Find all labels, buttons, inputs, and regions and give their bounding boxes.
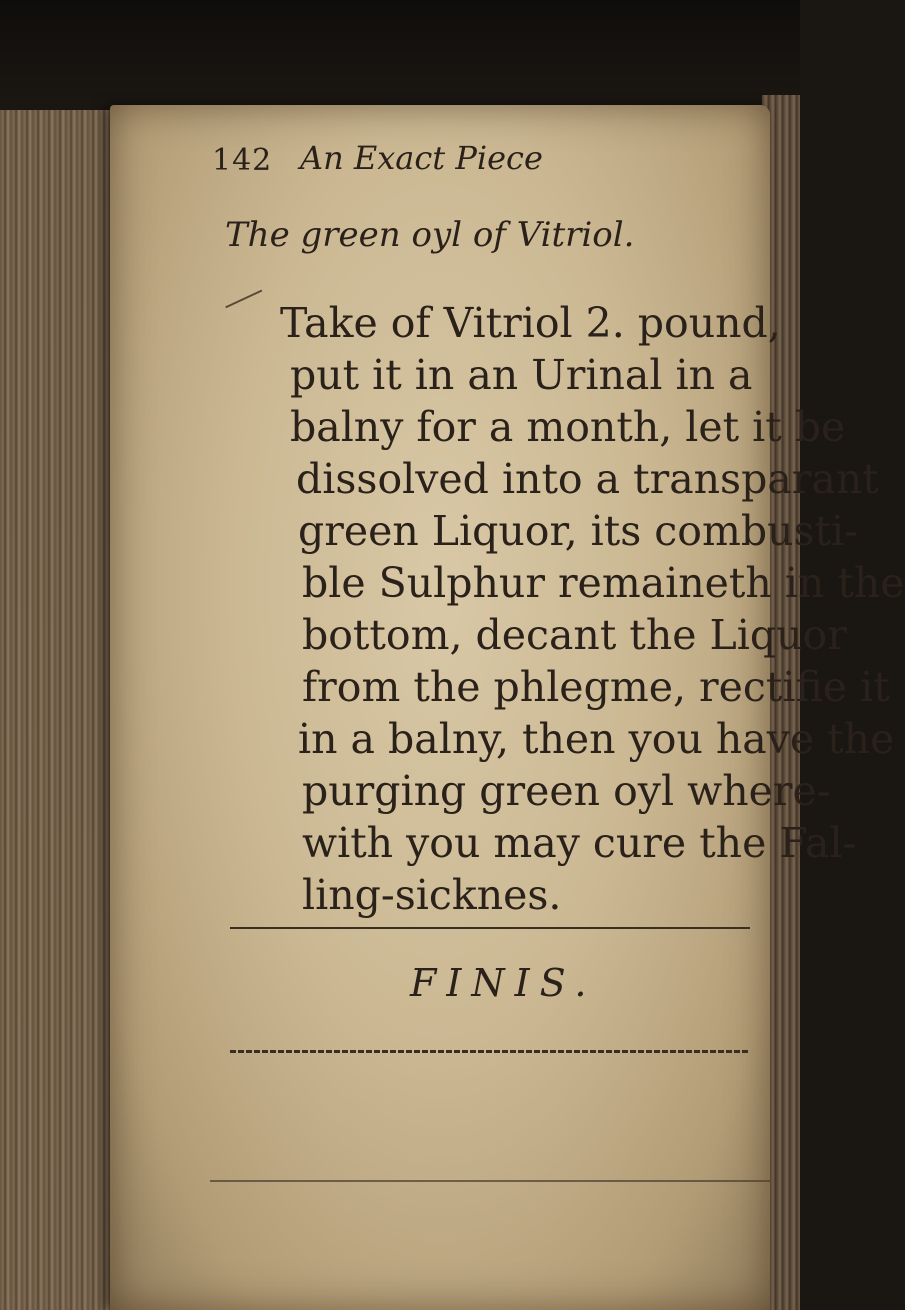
section-title: The green oyl of Vitriol. — [225, 215, 635, 255]
body-line: ble Sulphur remaineth in the — [302, 559, 905, 607]
body-line: bottom, decant the Liquor — [302, 611, 847, 659]
body-line: with you may cure the Fal- — [302, 819, 857, 867]
footer-rule — [230, 1050, 750, 1053]
body-line: purging green oyl where- — [302, 767, 831, 815]
body-line: in a balny, then you have the — [298, 715, 895, 763]
running-title: An Exact Piece — [300, 139, 543, 177]
body-line: balny for a month, let it be — [290, 403, 846, 451]
body-line: green Liquor, its combusti- — [298, 507, 858, 555]
body-line: Take of Vitriol 2. pound, — [280, 299, 781, 347]
book-page — [110, 105, 905, 1310]
body-line: from the phlegme, rectifie it — [302, 663, 890, 711]
footer-rule — [230, 927, 750, 929]
page-number: 142 — [212, 143, 273, 178]
footer-rule — [210, 1180, 770, 1182]
body-line: dissolved into a transparant — [296, 455, 879, 503]
printer-ornament — [225, 290, 271, 327]
finis-text: FINIS. — [410, 961, 597, 1005]
body-line: put it in an Urinal in a — [290, 351, 753, 399]
body-line: ling-sicknes. — [302, 871, 562, 919]
